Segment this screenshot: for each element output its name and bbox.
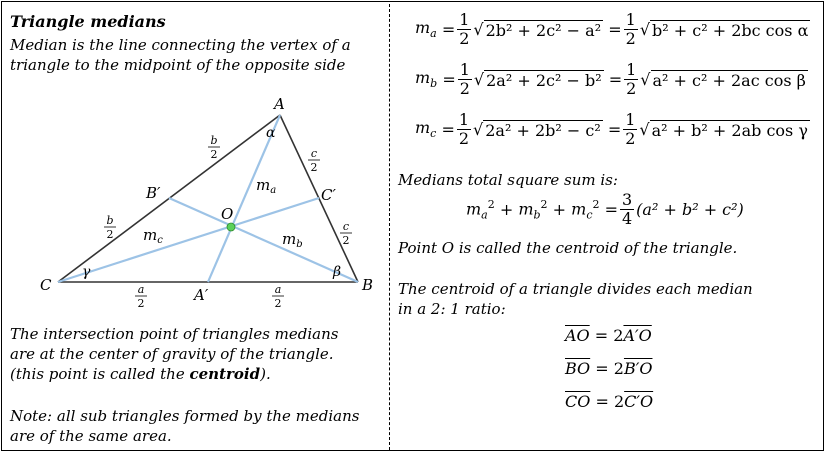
half-b-lower [104,214,116,241]
vertex-c-label: C [40,276,52,294]
intersection-line-1: The intersection point of triangles medians [10,325,339,343]
formula-mb: $m_b$ = $\frac{1}{2}$ √ 2a² + 2c² − b² = $\frac{1}{2}$ √ a² + c² + 2ac cos β [415,60,806,98]
svg-text:c: c [342,220,350,233]
midpoint-a-label: A′ [194,286,209,304]
median-a-label: $m_a$ [256,176,277,196]
formula-ma: $m_a$ = $\frac{1}{2}$ √ 2b² + 2c² − a² = $\frac{1}{2}$ √ b² + c² + 2bc cos α [415,10,809,48]
median-c-line [58,198,319,282]
vertex-b-label: B [362,276,374,294]
svg-text:2: 2 [106,228,114,241]
note-line-1: Note: all sub triangles formed by the medians [10,407,360,425]
centroid-sentence: Point O is called the centroid of the triangle. [398,239,738,257]
half-a-left [135,283,147,310]
angle-gamma-label: γ [82,264,91,280]
definition-line-1: Median is the line connecting the vertex of a [10,36,351,54]
ratio-line-1: The centroid of a triangle divides each median [398,280,753,298]
median-b-line [169,198,358,282]
svg-text:a: a [137,283,145,296]
ratio-line-2: in a 2: 1 ratio: [398,300,506,318]
note-line-2: are of the same area. [10,427,172,445]
svg-text:2: 2 [342,234,350,247]
sum-formula: $m_a^2$ + $m_b^2$ + $m_c^2$ = $\frac{3}{4}$ (a² + b² + c²) [466,190,744,228]
half-c-lower [340,220,352,247]
svg-text:c: c [310,147,318,160]
median-c-label: $m_c$ [143,226,163,246]
ratio-bo: $\overline{BO}$ = 2 B′O [565,359,653,378]
svg-text:a: a [274,283,282,296]
intersection-line-2: are at the center of gravity of the triangle. [10,345,334,363]
half-c-upper [308,147,320,174]
median-b-label: $m_b$ [282,230,303,250]
column-divider [389,4,390,450]
svg-text:2: 2 [137,297,145,310]
triangle-diagram [0,90,389,310]
centroid-point [227,223,235,231]
svg-text:b: b [106,214,114,227]
angle-beta-label: β [333,264,342,280]
svg-text:b: b [210,134,218,147]
vertex-a-label: A [274,95,285,113]
centroid-term: centroid [189,365,261,383]
midpoint-b-label: B′ [146,184,161,202]
centroid-label: O [221,205,234,223]
svg-text:2: 2 [274,297,282,310]
sum-label: Medians total square sum is: [398,171,618,189]
half-a-right [272,283,284,310]
page-title: Triangle medians [10,12,166,31]
ratio-co: $\overline{CO}$ = 2 C′O [565,392,654,411]
ratio-ao: $\overline{AO}$ = 2 A′O [565,326,652,345]
definition-line-2: triangle to the midpoint of the opposite side [10,56,346,74]
formula-mc: $m_c$ = $\frac{1}{2}$ √ 2a² + 2b² − c² = $\frac{1}{2}$ √ a² + b² + 2ab cos γ [415,110,808,148]
angle-alpha-label: α [266,125,276,141]
intersection-line-3: (this point is called the centroid). [10,365,271,383]
midpoint-c-label: C′ [321,186,336,204]
half-b-upper [208,134,220,161]
svg-text:2: 2 [310,161,318,174]
svg-text:2: 2 [210,148,218,161]
